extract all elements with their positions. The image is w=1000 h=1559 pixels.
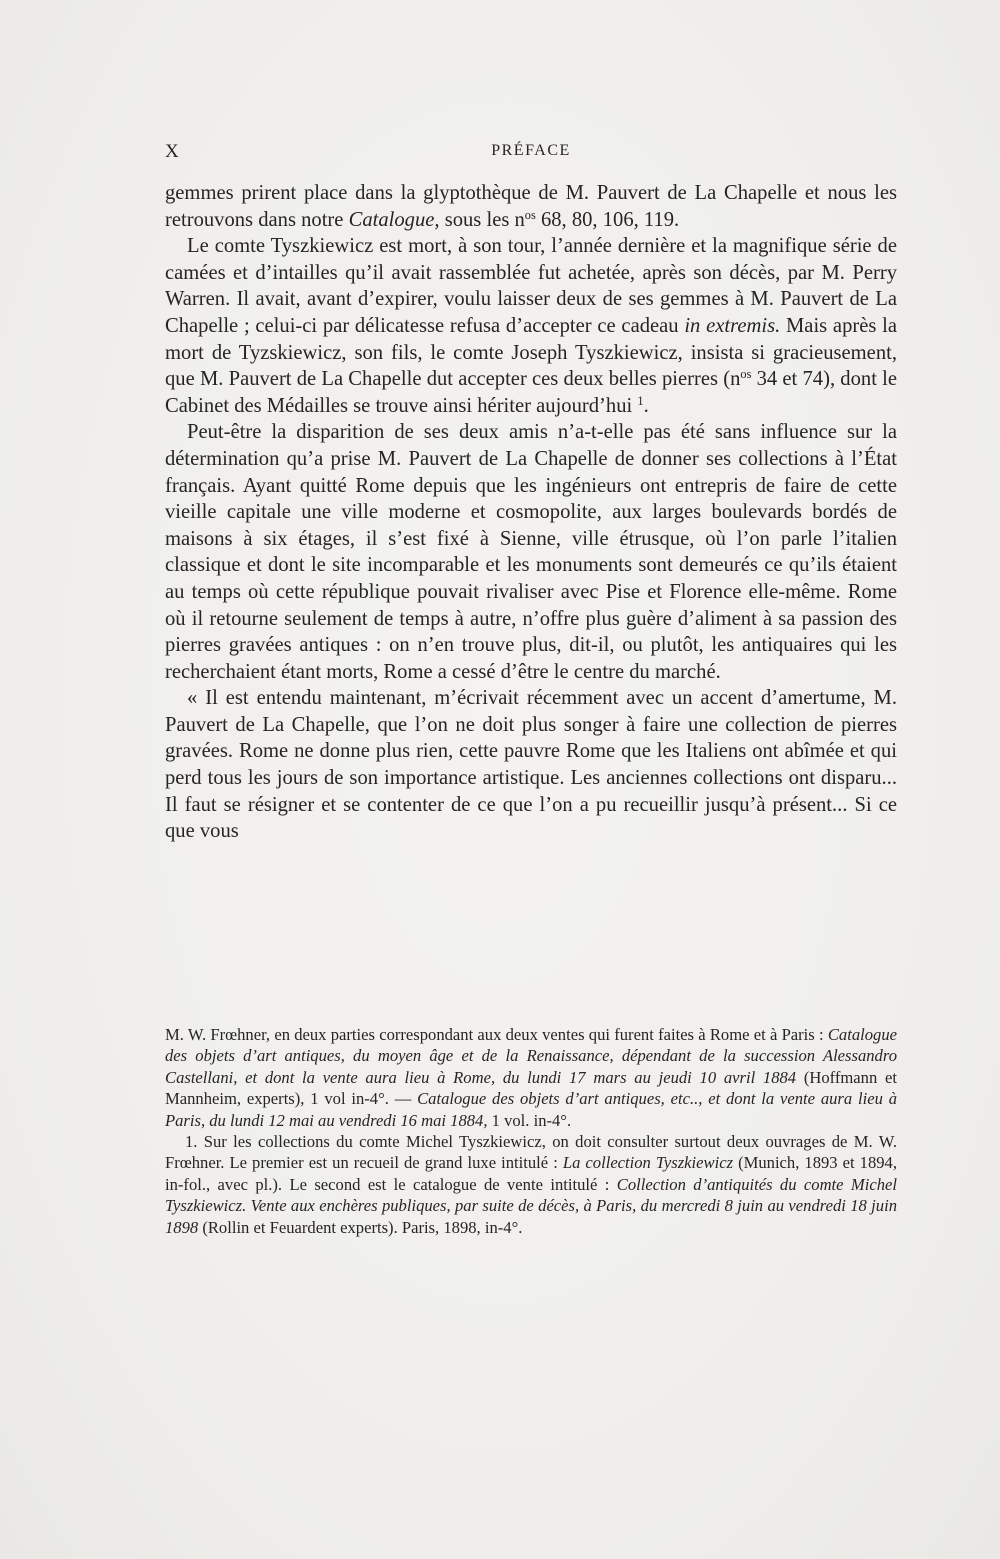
footnote-continued — [165, 1024, 897, 1131]
footnote-text: (Hoffmann et Mannheim, experts), 1 vol in-4°. — — [165, 1067, 897, 1109]
catalogue-title: Catalogue, — [348, 208, 440, 231]
paragraph-1-text: 68, 80, 106, 119. — [535, 208, 680, 231]
paragraph-1-text: sous les n — [439, 208, 525, 231]
page-number: X — [165, 141, 180, 162]
paragraph-2-text: Mais après la mort de Tyzskiewicz, son fils, le comte Joseph Tyszkiewicz, insista si gracieusement, que M. Pauvert de La Chapelle dut accepter ces deux belles pierres (n — [165, 314, 897, 391]
paragraph-3: Peut-être la disparition de ses deux amis n’a-t-elle pas été sans influence sur la détermination qu’a prise M. Pauvert de La Chapelle de donner ses collections à l’État français. Ayant quitté Rome depuis que les ingénieurs ont entrepris de faire de cette vieille capitale une ville moderne et cosmopolite, aux larges boulevards bordés de maisons à six étages, il s’est fixé à Sienne, ville étrusque, où l’on parle l’italien classique et dont le site incomparable et les monuments sont demeurés ce qu’ils étaient au temps où cette république pouvait rivaliser avec Pise et Florence elle-même. Rome où il retourne seulement de temps à autre, n’offre plus guère d’aliment à sa passion des pierres gravées antiques : on n’en trouve plus, dit-il, ou plutôt, les antiquaires qui les recherchaient étant morts, Rome a cessé d’être le centre du marché. — [165, 421, 897, 683]
superscript: os — [740, 367, 752, 382]
paragraph-1-text: gemmes prirent place dans la glyptothèque de M. Pauvert de La Chapelle et nous les retrouvons dans notre — [165, 182, 897, 231]
footnotes — [165, 1024, 897, 1238]
footnote-text: (Rollin et Feuardent experts). Paris, 1898, in-4°. — [198, 1217, 523, 1237]
footnote-title: La collection Tyszkiewicz — [562, 1153, 734, 1173]
footnote-text: M. W. Frœhner, en deux parties correspondant aux deux ventes qui furent faites à Rome et à Paris : — [165, 1025, 828, 1044]
footnote-text: 1 vol. in-4°. — [487, 1110, 572, 1130]
latin-phrase: in extremis. — [684, 314, 781, 337]
paragraph-1 — [165, 180, 897, 233]
page-header — [165, 141, 897, 167]
footnote-marker: 1 — [637, 393, 644, 408]
paragraph-2-text: Le comte Tyszkiewicz est mort, à son tour, l’année dernière et la magnifique série de camées et d’intailles qu’il avait rassemblée fut achetée, après son décès, par M. Perry Warren. Il avait, avant d’expirer, voulu laisser deux de ses gemmes à M. Pauvert de La Chapelle ; celui-ci par délicatesse refusa d’accepter ce cadeau — [165, 235, 897, 337]
running-title: PRÉFACE — [491, 142, 571, 159]
paragraph-2-text: 34 et 74), dont le Cabinet des Médailles se trouve ainsi hériter aujourd’hui — [165, 368, 897, 417]
superscript: os — [524, 207, 536, 222]
paragraph-2 — [165, 233, 897, 419]
footnote-title: Collection d’antiquités du comte Michel Tyszkiewicz. Vente aux enchères publiques, par suite de décès, à Paris, du mercredi 8 juin au vendredi 18 juin 1898 — [165, 1174, 897, 1237]
footnote-text: (Munich, 1893 et 1894, in-fol., avec pl.). Le second est le catalogue de vente intitulé : — [165, 1153, 898, 1194]
paragraph-4: « Il est entendu maintenant, m’écrivait récemment avec un accent d’amertume, M. Pauvert de La Chapelle, que l’on ne doit plus songer à faire une collection de pierres gravées. Rome ne donne plus rien, cette pauvre Rome que les Italiens ont abîmée et qui perd tous les jours de son importance artistique. Les anciennes collections ont disparu... Il faut se résigner et se contenter de ce que l’on a pu recueillir jusqu’à présent... Si ce que vous — [165, 687, 897, 843]
footnote-text: 1. Sur les collections du comte Michel Tyszkiewicz, on doit consulter surtout deux ouvrages de M. W. Frœhner. Le premier est un recueil de grand luxe intitulé : — [165, 1132, 897, 1173]
footnote-1 — [165, 1131, 897, 1238]
footnote-title: Catalogue des objets d’art antiques, du moyen âge et de la Renaissance, dépendant de la succession Alessandro Castellani, et dont la vente aura lieu à Rome, du lundi 17 mars au jeudi 10 avril 1884 — [165, 1025, 897, 1087]
footnote-title: Catalogue des objets d’art antiques, etc.., et dont la vente aura lieu à Paris, du lundi 12 mai au vendredi 16 mai 1884, — [165, 1089, 897, 1130]
body-text — [165, 180, 897, 845]
paragraph-2-text: . — [643, 394, 649, 417]
